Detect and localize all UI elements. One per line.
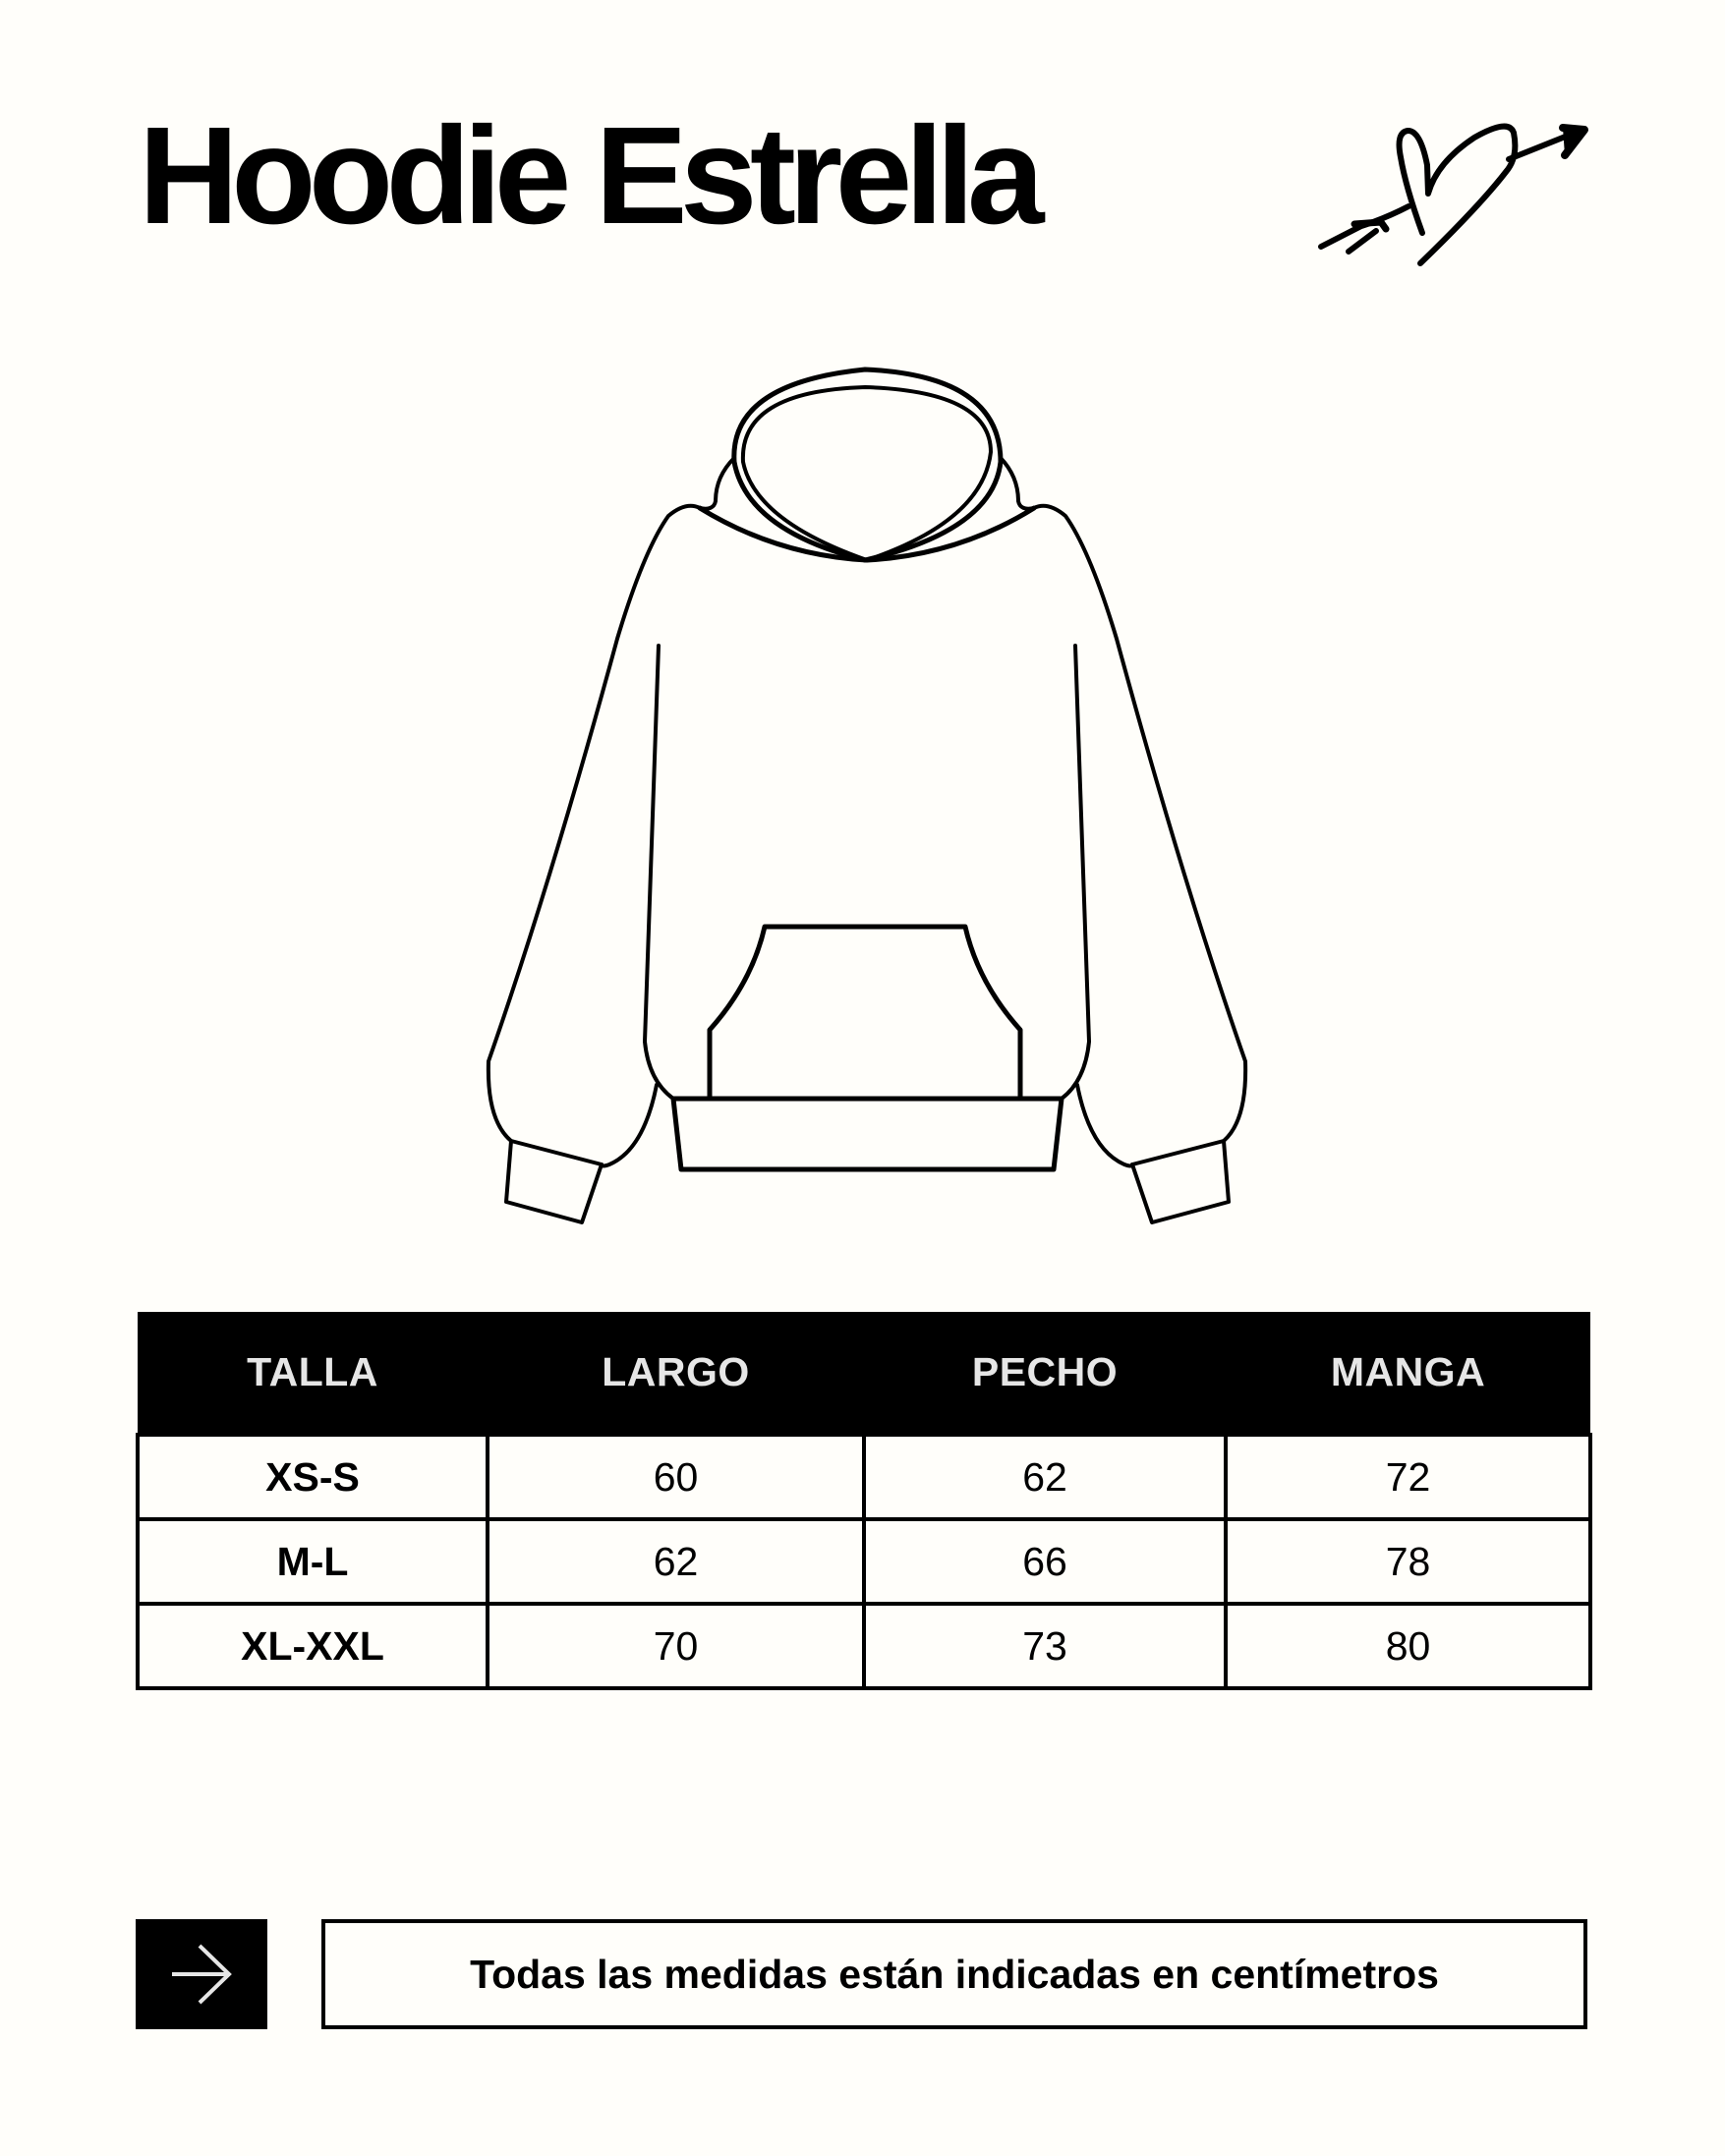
note-text: Todas las medidas están indicadas en centímetros [470, 1951, 1439, 1997]
manga-cell: 78 [1226, 1519, 1590, 1604]
size-cell: M-L [138, 1519, 488, 1604]
manga-cell: 80 [1226, 1604, 1590, 1688]
header-manga: MANGA [1226, 1312, 1590, 1435]
size-cell: XS-S [138, 1435, 488, 1519]
table-row [138, 1435, 1590, 1519]
manga-cell: 72 [1226, 1435, 1590, 1519]
page-title: Hoodie Estrella [139, 97, 1037, 253]
size-table [136, 1312, 1592, 1690]
header-largo: LARGO [488, 1312, 864, 1435]
pecho-cell: 62 [864, 1435, 1226, 1519]
measurement-note [321, 1919, 1587, 2029]
arrow-badge [136, 1919, 267, 2029]
size-cell: XL-XXL [138, 1604, 488, 1688]
largo-cell: 60 [488, 1435, 864, 1519]
largo-cell: 62 [488, 1519, 864, 1604]
table-row [138, 1604, 1590, 1688]
size-table-header [138, 1312, 1590, 1435]
largo-cell: 70 [488, 1604, 864, 1688]
header-pecho: PECHO [864, 1312, 1226, 1435]
pecho-cell: 73 [864, 1604, 1226, 1688]
arrow-right-icon [167, 1940, 236, 2009]
table-row [138, 1519, 1590, 1604]
pecho-cell: 66 [864, 1519, 1226, 1604]
header-talla: TALLA [138, 1312, 488, 1435]
